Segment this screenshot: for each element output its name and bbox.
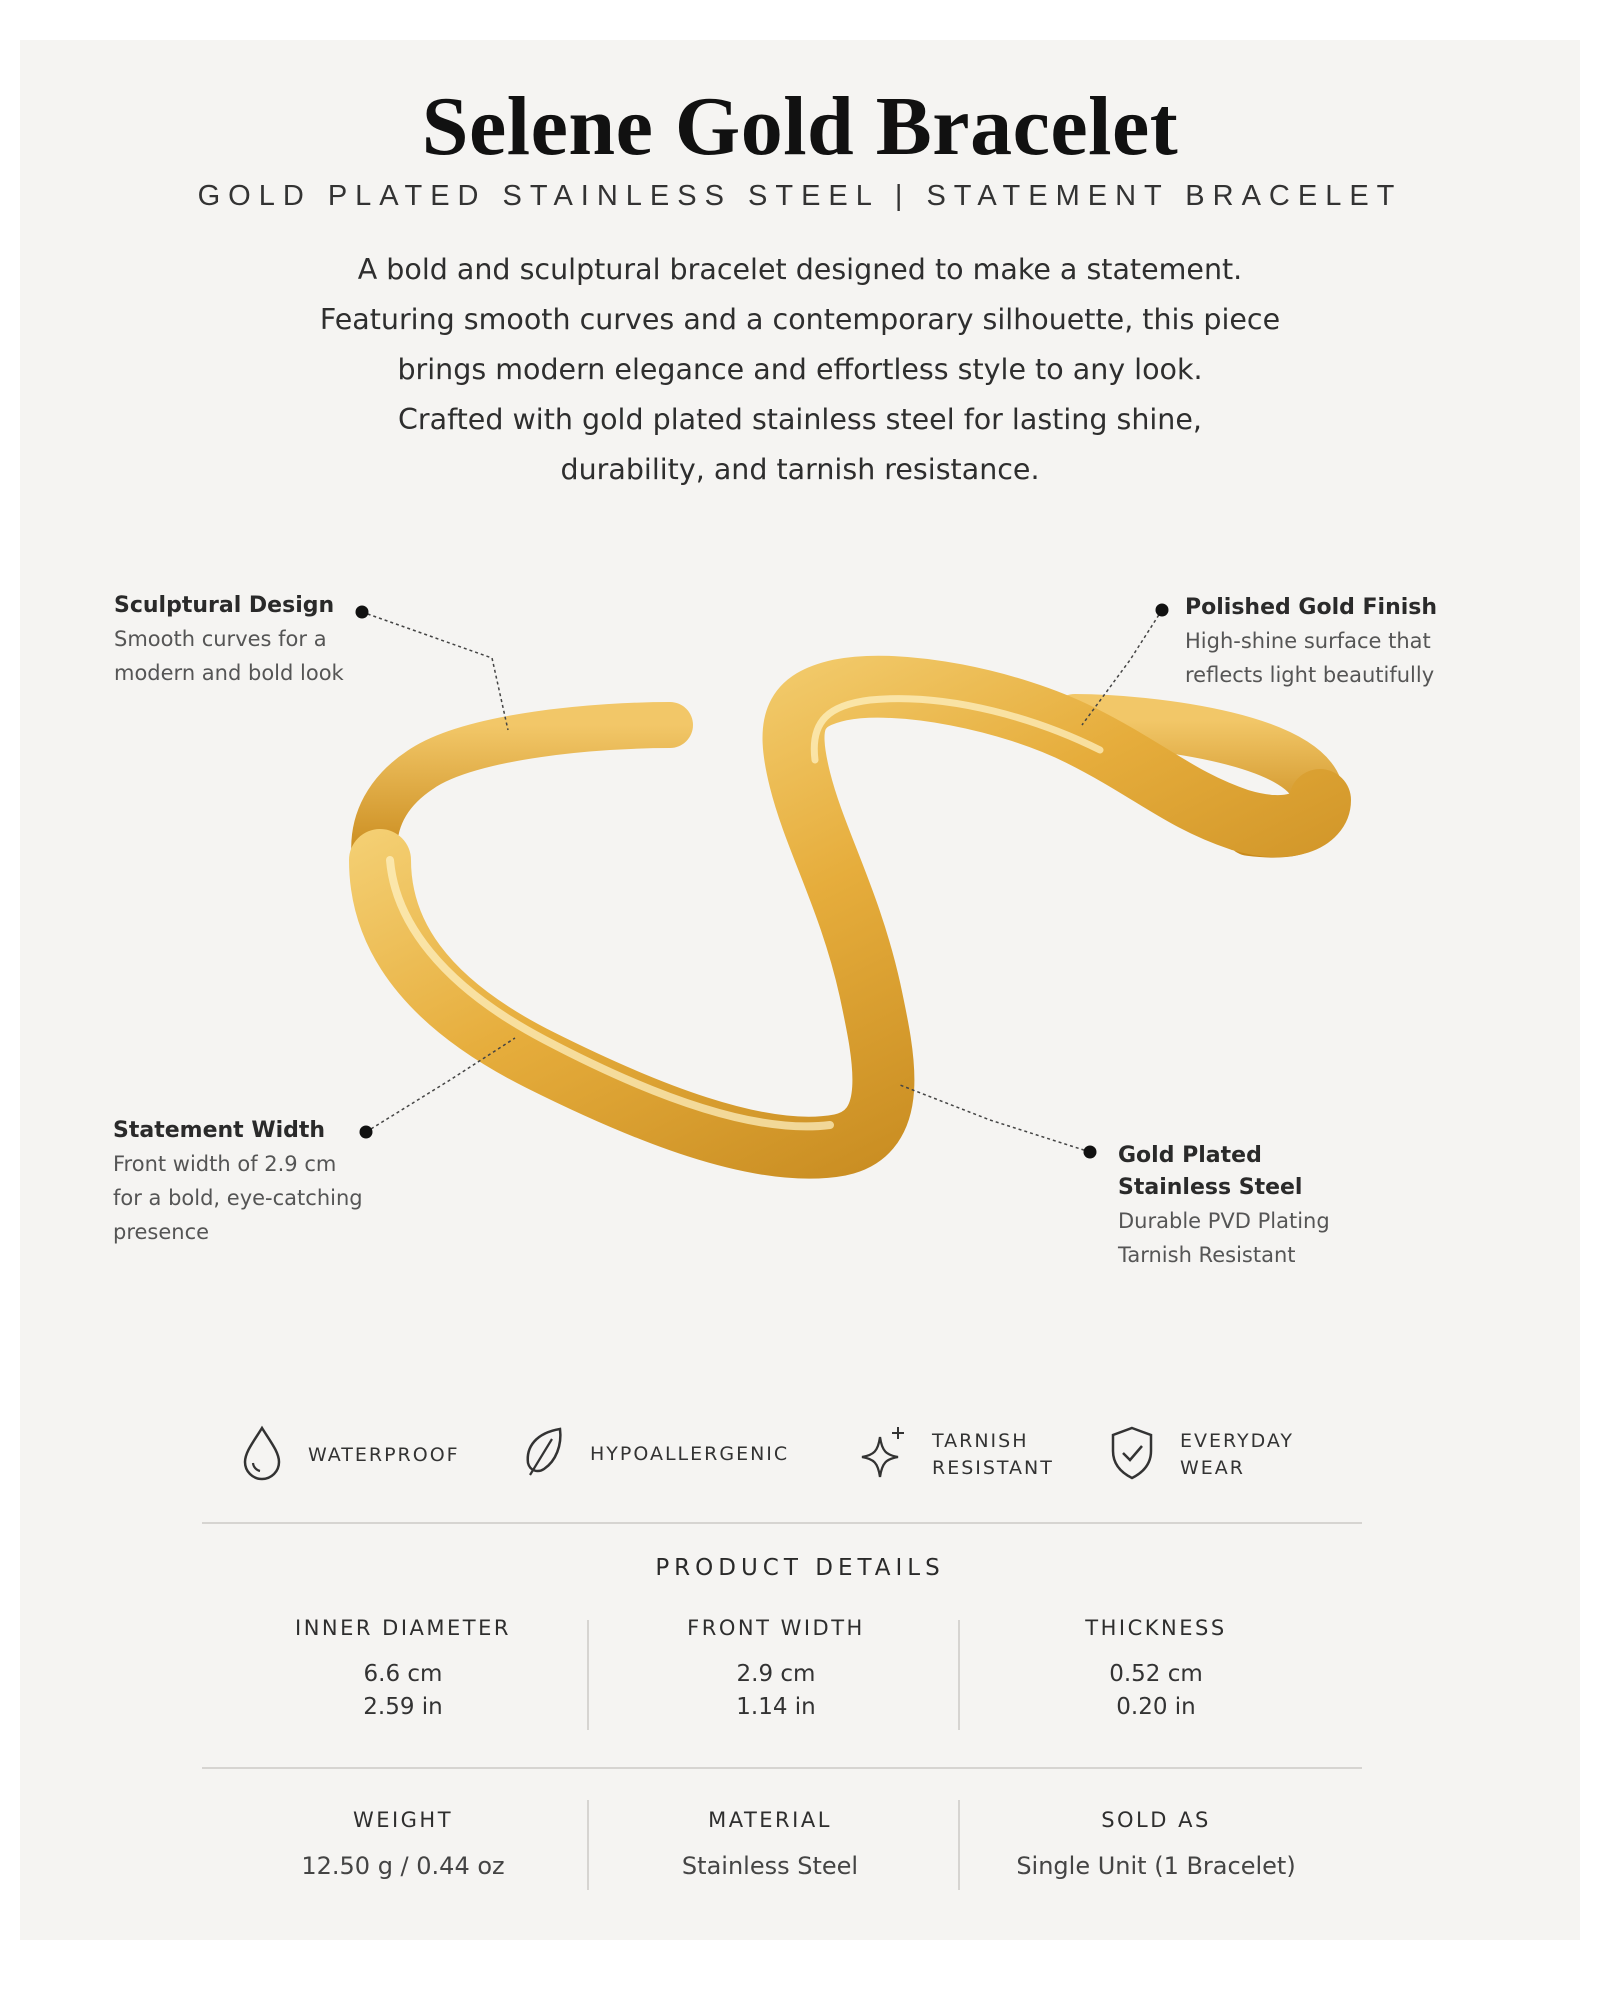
feature-label-line: RESISTANT	[932, 1457, 1054, 1479]
feature-label	[1180, 1428, 1294, 1482]
detail-value: Stainless Steel	[681, 1852, 859, 1880]
detail-sold-as	[1004, 1808, 1308, 1880]
column-divider	[958, 1800, 960, 1890]
detail-value: 1.14 in	[736, 1694, 816, 1720]
divider	[202, 1767, 1362, 1769]
detail-value: 6.6 cm	[363, 1661, 443, 1687]
product-subtitle: GOLD PLATED STAINLESS STEEL | STATEMENT BRACELET	[197, 180, 1403, 212]
callout-title: Sculptural Design	[114, 593, 335, 618]
callout-line: Tarnish Resistant	[1118, 1243, 1296, 1267]
callout-line: reflects light beautifully	[1185, 663, 1435, 687]
description-line: Crafted with gold plated stainless steel for lasting shine,	[398, 403, 1202, 436]
feature-label	[308, 1442, 460, 1469]
feature-label-line: WATERPROOF	[308, 1443, 460, 1466]
product-details-title: PRODUCT DETAILS	[655, 1555, 945, 1581]
callout-description	[1118, 1204, 1330, 1272]
detail-value: 2.59 in	[363, 1694, 443, 1720]
leader-line-sculptural	[362, 612, 508, 730]
callout-description	[113, 1147, 363, 1249]
callout-description	[114, 622, 344, 690]
callout-title-line: Gold Plated	[1118, 1143, 1262, 1168]
callout-title: Polished Gold Finish	[1185, 595, 1438, 620]
detail-value: 0.20 in	[1116, 1694, 1196, 1720]
description-line: brings modern elegance and effortless style to any look.	[397, 353, 1203, 386]
callout-polished-gold-finish	[1185, 592, 1437, 692]
feature-label-line: EVERYDAY	[1180, 1430, 1295, 1452]
column-divider	[587, 1800, 589, 1890]
water-drop-icon	[240, 1425, 284, 1485]
feature-everyday-wear	[1108, 1425, 1294, 1485]
divider	[202, 1522, 1362, 1524]
detail-value: 12.50 g / 0.44 oz	[301, 1852, 505, 1880]
callout-line: Durable PVD Plating	[1118, 1209, 1330, 1233]
column-divider	[587, 1620, 589, 1730]
callout-dot	[1084, 1146, 1097, 1159]
detail-label: WEIGHT	[352, 1808, 454, 1832]
leaf-icon	[522, 1425, 566, 1483]
description-line: Featuring smooth curves and a contemporary silhouette, this piece	[319, 303, 1281, 336]
shield-check-icon	[1108, 1425, 1156, 1485]
feature-label-line: WEAR	[1180, 1457, 1245, 1479]
detail-label: INNER DIAMETER	[295, 1616, 511, 1640]
feature-badges	[240, 1420, 1360, 1490]
detail-label: FRONT WIDTH	[687, 1616, 865, 1640]
callout-sculptural-design	[114, 590, 344, 690]
feature-waterproof	[240, 1425, 460, 1485]
detail-value: 0.52 cm	[1109, 1661, 1203, 1687]
callout-dot	[356, 606, 369, 619]
bracelet-band-back	[374, 725, 670, 860]
detail-label: SOLD AS	[1101, 1808, 1211, 1832]
product-title: Selene Gold Bracelet	[421, 80, 1179, 173]
detail-material	[620, 1808, 920, 1880]
column-divider	[958, 1620, 960, 1730]
callout-line: Front width of 2.9 cm	[113, 1152, 337, 1176]
detail-value: 2.9 cm	[736, 1661, 816, 1687]
callout-line: for a bold, eye-catching	[113, 1186, 363, 1210]
description-line: A bold and sculptural bracelet designed to make a statement.	[357, 253, 1243, 286]
detail-weight	[253, 1808, 553, 1880]
detail-thickness	[1006, 1616, 1306, 1724]
detail-label: MATERIAL	[708, 1808, 832, 1832]
callout-title: Statement Width	[113, 1118, 326, 1143]
callout-title-line: Stainless Steel	[1118, 1175, 1303, 1200]
callout-line: High-shine surface that	[1185, 629, 1431, 653]
callout-description	[1185, 624, 1437, 692]
feature-label	[590, 1441, 789, 1468]
detail-inner-diameter	[253, 1616, 553, 1724]
feature-hypoallergenic	[522, 1425, 789, 1483]
callout-title	[1118, 1140, 1330, 1204]
callout-line: presence	[113, 1220, 210, 1244]
description-line: durability, and tarnish resistance.	[560, 453, 1040, 486]
detail-label: THICKNESS	[1085, 1616, 1227, 1640]
callout-line: Smooth curves for a	[114, 627, 327, 651]
detail-front-width	[626, 1616, 926, 1724]
feature-label	[932, 1428, 1054, 1482]
callout-line: modern and bold look	[114, 661, 344, 685]
feature-label-line: HYPOALLERGENIC	[590, 1442, 790, 1465]
feature-tarnish-resistant	[860, 1425, 1054, 1485]
callout-dot	[1156, 604, 1169, 617]
sparkle-icon	[860, 1425, 908, 1485]
feature-label-line: TARNISH	[932, 1430, 1029, 1452]
detail-value: Single Unit (1 Bracelet)	[1016, 1852, 1296, 1880]
callout-statement-width	[113, 1115, 363, 1249]
callout-gold-plated-steel	[1118, 1140, 1330, 1272]
leader-line-material	[900, 1085, 1090, 1152]
